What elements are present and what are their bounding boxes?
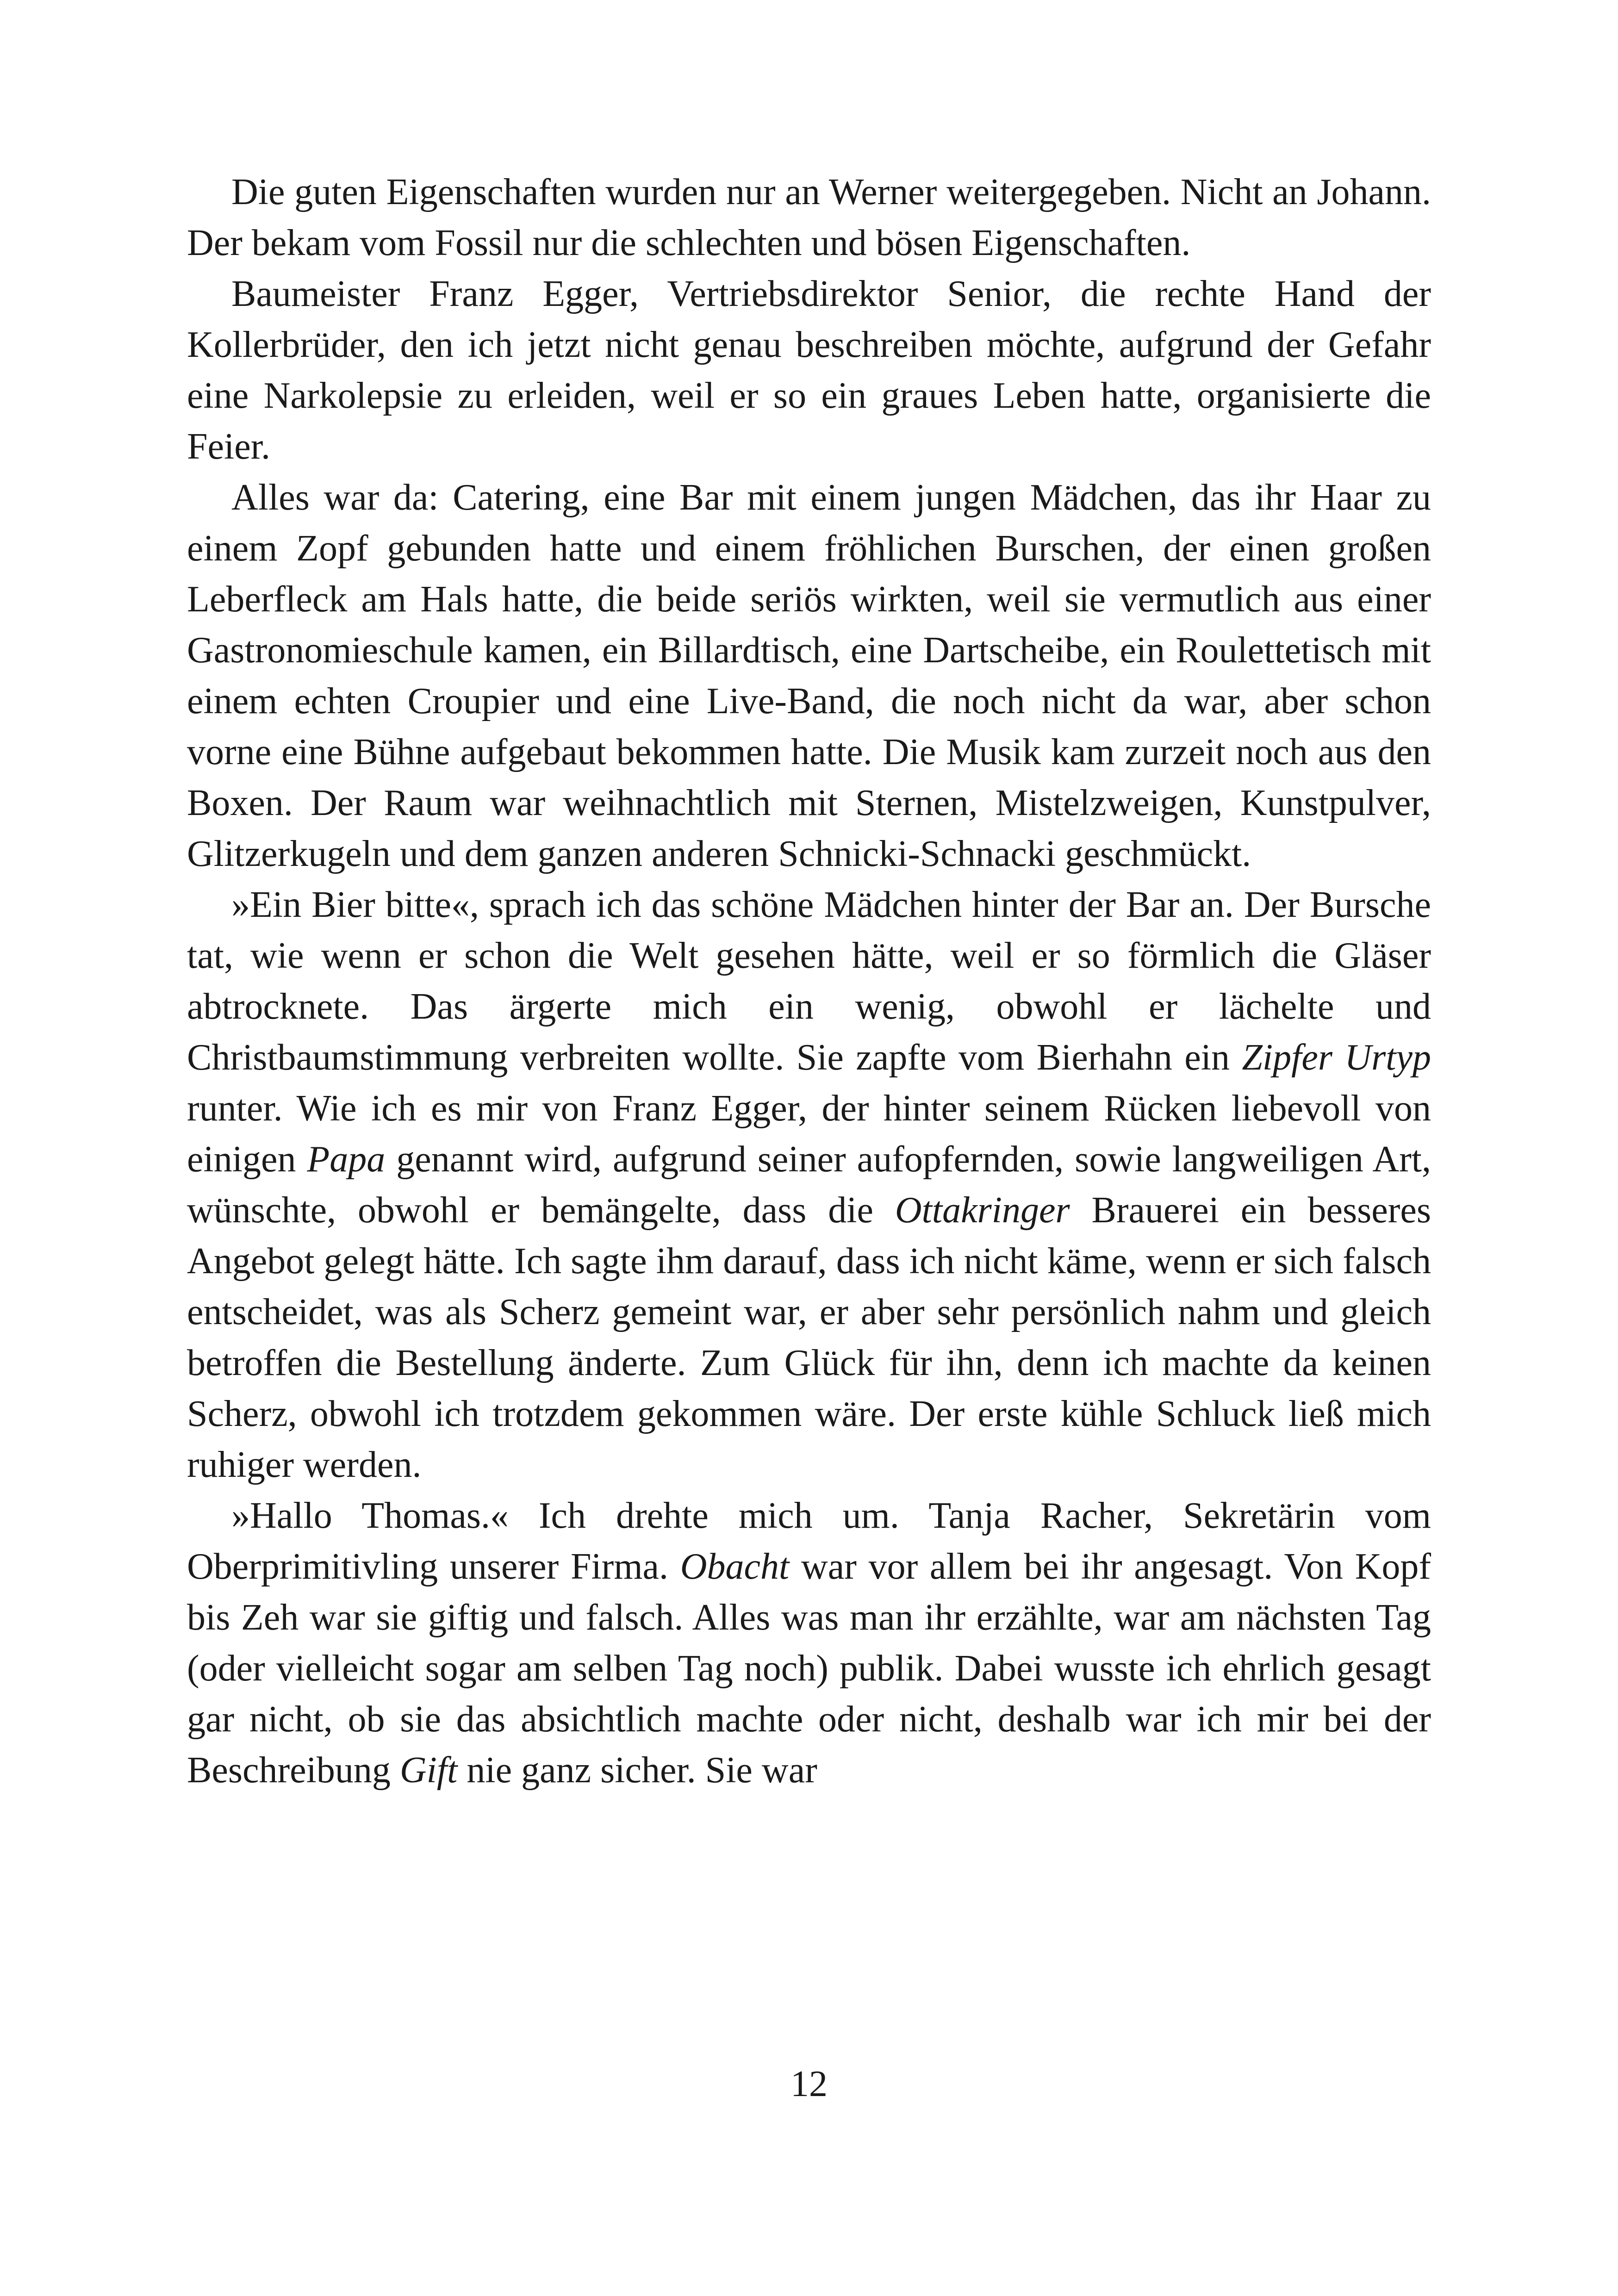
page-number: 12 [790, 2064, 828, 2104]
italic-brand-name: Ottakringer [895, 1190, 1070, 1231]
paragraph [187, 879, 1431, 1490]
text-run: genannt wird, aufgrund seiner aufopfernden, sowie langweiligen Art, wünschte, obwohl er bemängelte, dass die [187, 1139, 1431, 1231]
text-run: Baumeister Franz Egger, Vertriebsdirektor Senior, die rechte Hand der Kollerbrüder, den ich jetzt nicht genau beschreiben möchte, aufgrund der Gefahr eine Narkolepsie zu erleiden, weil er so ein graues Leben hatte, organisierte die Feier. [187, 274, 1431, 467]
text-run: war vor allem bei ihr angesagt. Von Kopf bis Zeh war sie giftig und falsch. Alles was man ihr erzählte, war am nächsten Tag (oder vielleicht sogar am selben Tag noch) publik. Dabei wusste ich ehrlich gesagt gar nicht, ob sie das absichtlich machte oder nicht, deshalb war ich mir bei der Beschreibung [187, 1546, 1431, 1791]
body-text [187, 167, 1431, 1796]
text-run: »Ein Bier bitte«, sprach ich das schöne Mädchen hinter der Bar an. Der Bursche tat, wie wenn er schon die Welt gesehen hätte, weil er so förmlich die Gläser abtrocknete. Das ärgerte mich ein wenig, obwohl er lächelte und Christbaumstimmung verbreiten wollte. Sie zapfte vom Bierhahn ein [187, 884, 1431, 1078]
paragraph [187, 268, 1431, 472]
text-run: nie ganz sicher. Sie war [457, 1750, 817, 1791]
paragraph [187, 472, 1431, 879]
italic-nickname: Papa [307, 1139, 386, 1180]
italic-word: Gift [399, 1750, 458, 1791]
paragraph [187, 167, 1431, 268]
italic-word: Obacht [680, 1546, 790, 1587]
text-run: runter. Wie ich es mir von Franz Egger, der hinter seinem Rücken liebevoll von einigen [187, 1088, 1431, 1180]
text-run: Die guten Eigenschaften wurden nur an Werner weitergegeben. Nicht an Johann. Der bekam vom Fossil nur die schlechten und bösen Eigenschaften. [187, 172, 1431, 263]
italic-brand-name: Zipfer Urtyp [1242, 1037, 1431, 1078]
text-run: Brauerei ein besseres Angebot gelegt hätte. Ich sagte ihm darauf, dass ich nicht käme, wenn er sich falsch entscheidet, was als Scherz gemeint war, er aber sehr persönlich nahm und gleich betroffen die Bestellung änderte. Zum Glück für ihn, denn ich machte da keinen Scherz, obwohl ich trotzdem gekommen wäre. Der erste kühle Schluck ließ mich ruhiger werden. [187, 1190, 1431, 1485]
text-run: Alles war da: Catering, eine Bar mit einem jungen Mädchen, das ihr Haar zu einem Zopf gebunden hatte und einem fröhlichen Burschen, der einen großen Leberfleck am Hals hatte, die beide seriös wirkten, weil sie vermutlich aus einer Gastronomieschule kamen, ein Billardtisch, eine Dartscheibe, ein Roulettetisch mit einem echten Croupier und eine Live-Band, die noch nicht da war, aber schon vorne eine Bühne aufgebaut bekommen hatte. Die Musik kam zurzeit noch aus den Boxen. Der Raum war weihnachtlich mit Sternen, Mistelzweigen, Kunstpulver, Glitzerkugeln und dem ganzen anderen Schnicki-Schnacki geschmückt. [187, 477, 1431, 874]
text-run: »Hallo Thomas.« Ich drehte mich um. Tanja Racher, Sekretärin vom Oberprimitivling unserer Firma. [187, 1495, 1431, 1587]
paragraph [187, 1490, 1431, 1796]
